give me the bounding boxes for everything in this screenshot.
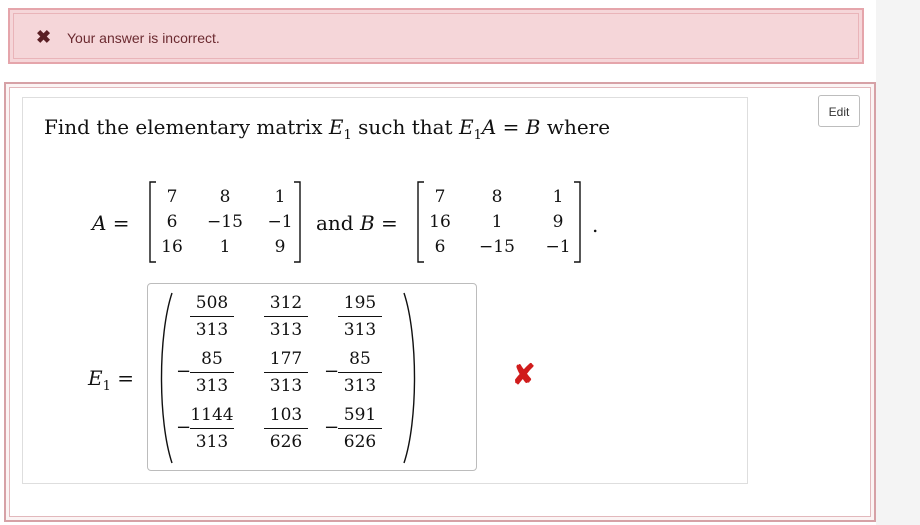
matrix-a-cell: 8 [219,187,231,207]
matrix-a-cell: 7 [166,187,178,207]
fraction-bar [338,316,382,317]
answer-fraction[interactable] [258,406,314,452]
edit-button[interactable]: Edit [818,95,860,127]
matrix-b-cell: 6 [434,237,446,257]
fraction-numerator: 195 [343,293,377,313]
minus-sign: − [176,417,192,438]
matrix-a-cell: 1 [219,237,231,257]
matrix-b-cell: −15 [479,237,515,257]
matrix-b-cell: 9 [552,212,564,232]
fraction-denominator: 626 [343,432,377,452]
fraction-bar [264,316,308,317]
answer-fraction[interactable] [332,294,388,340]
matrix-a-cell: −15 [207,212,243,232]
connector-word: and [316,211,354,235]
fraction-denominator: 626 [269,432,303,452]
answer-fraction[interactable] [332,406,388,452]
fraction-denominator: 313 [343,376,377,396]
matrix-b-cell: 8 [491,187,503,207]
answer-label: $E_1$ = [88,366,135,394]
matrix-a-cell: 16 [161,237,183,257]
answer-fraction[interactable] [184,350,240,396]
matrix-b-cell: −1 [545,237,571,257]
matrix-b-cell: 7 [434,187,446,207]
fraction-denominator: 313 [269,376,303,396]
minus-sign: − [324,417,340,438]
fraction-denominator: 313 [343,320,377,340]
matrix-a-cell: 1 [274,187,286,207]
fraction-bar [190,316,234,317]
matrix-a-label: A = [92,211,130,235]
fraction-bar [338,428,382,429]
minus-sign: − [176,361,192,382]
fraction-bar [190,428,234,429]
cross-icon: ✘ [512,359,536,390]
fraction-bar [338,372,382,373]
fraction-denominator: 313 [195,376,229,396]
matrix-b-cell: 1 [552,187,564,207]
feedback-banner [8,8,864,64]
connector-text: and B = [316,211,398,235]
fraction-numerator: 312 [269,293,303,313]
answer-fraction[interactable] [258,294,314,340]
answer-fraction[interactable] [258,350,314,396]
fraction-numerator: 1144 [190,405,234,425]
answer-matrix-input[interactable] [147,283,477,471]
matrix-a-cell: 6 [166,212,178,232]
fraction-denominator: 313 [195,320,229,340]
fraction-numerator: 591 [343,405,377,425]
fraction-numerator: 103 [269,405,303,425]
fraction-denominator: 313 [195,432,229,452]
fraction-numerator: 508 [195,293,229,313]
fraction-bar [264,372,308,373]
matrix-a-cell: −1 [267,212,293,232]
matrix-b-cell: 16 [429,212,451,232]
trailing-period: . [592,213,599,237]
fraction-bar [190,372,234,373]
minus-sign: − [324,361,340,382]
fraction-bar [264,428,308,429]
page-right-margin [876,0,920,525]
answer-fraction[interactable] [332,350,388,396]
fraction-denominator: 313 [269,320,303,340]
matrix-a-cell: 9 [274,237,286,257]
x-mark-icon: ✖ [36,27,52,47]
answer-fraction[interactable] [184,406,240,452]
fraction-numerator: 85 [349,349,371,369]
feedback-message: Your answer is incorrect. [67,30,220,46]
matrix-b-cell: 1 [491,212,503,232]
question-text: Find the elementary matrix $E_1$ such that $E_1A = B$ where [44,115,611,143]
fraction-numerator: 177 [269,349,303,369]
answer-fraction[interactable] [184,294,240,340]
fraction-numerator: 85 [201,349,223,369]
